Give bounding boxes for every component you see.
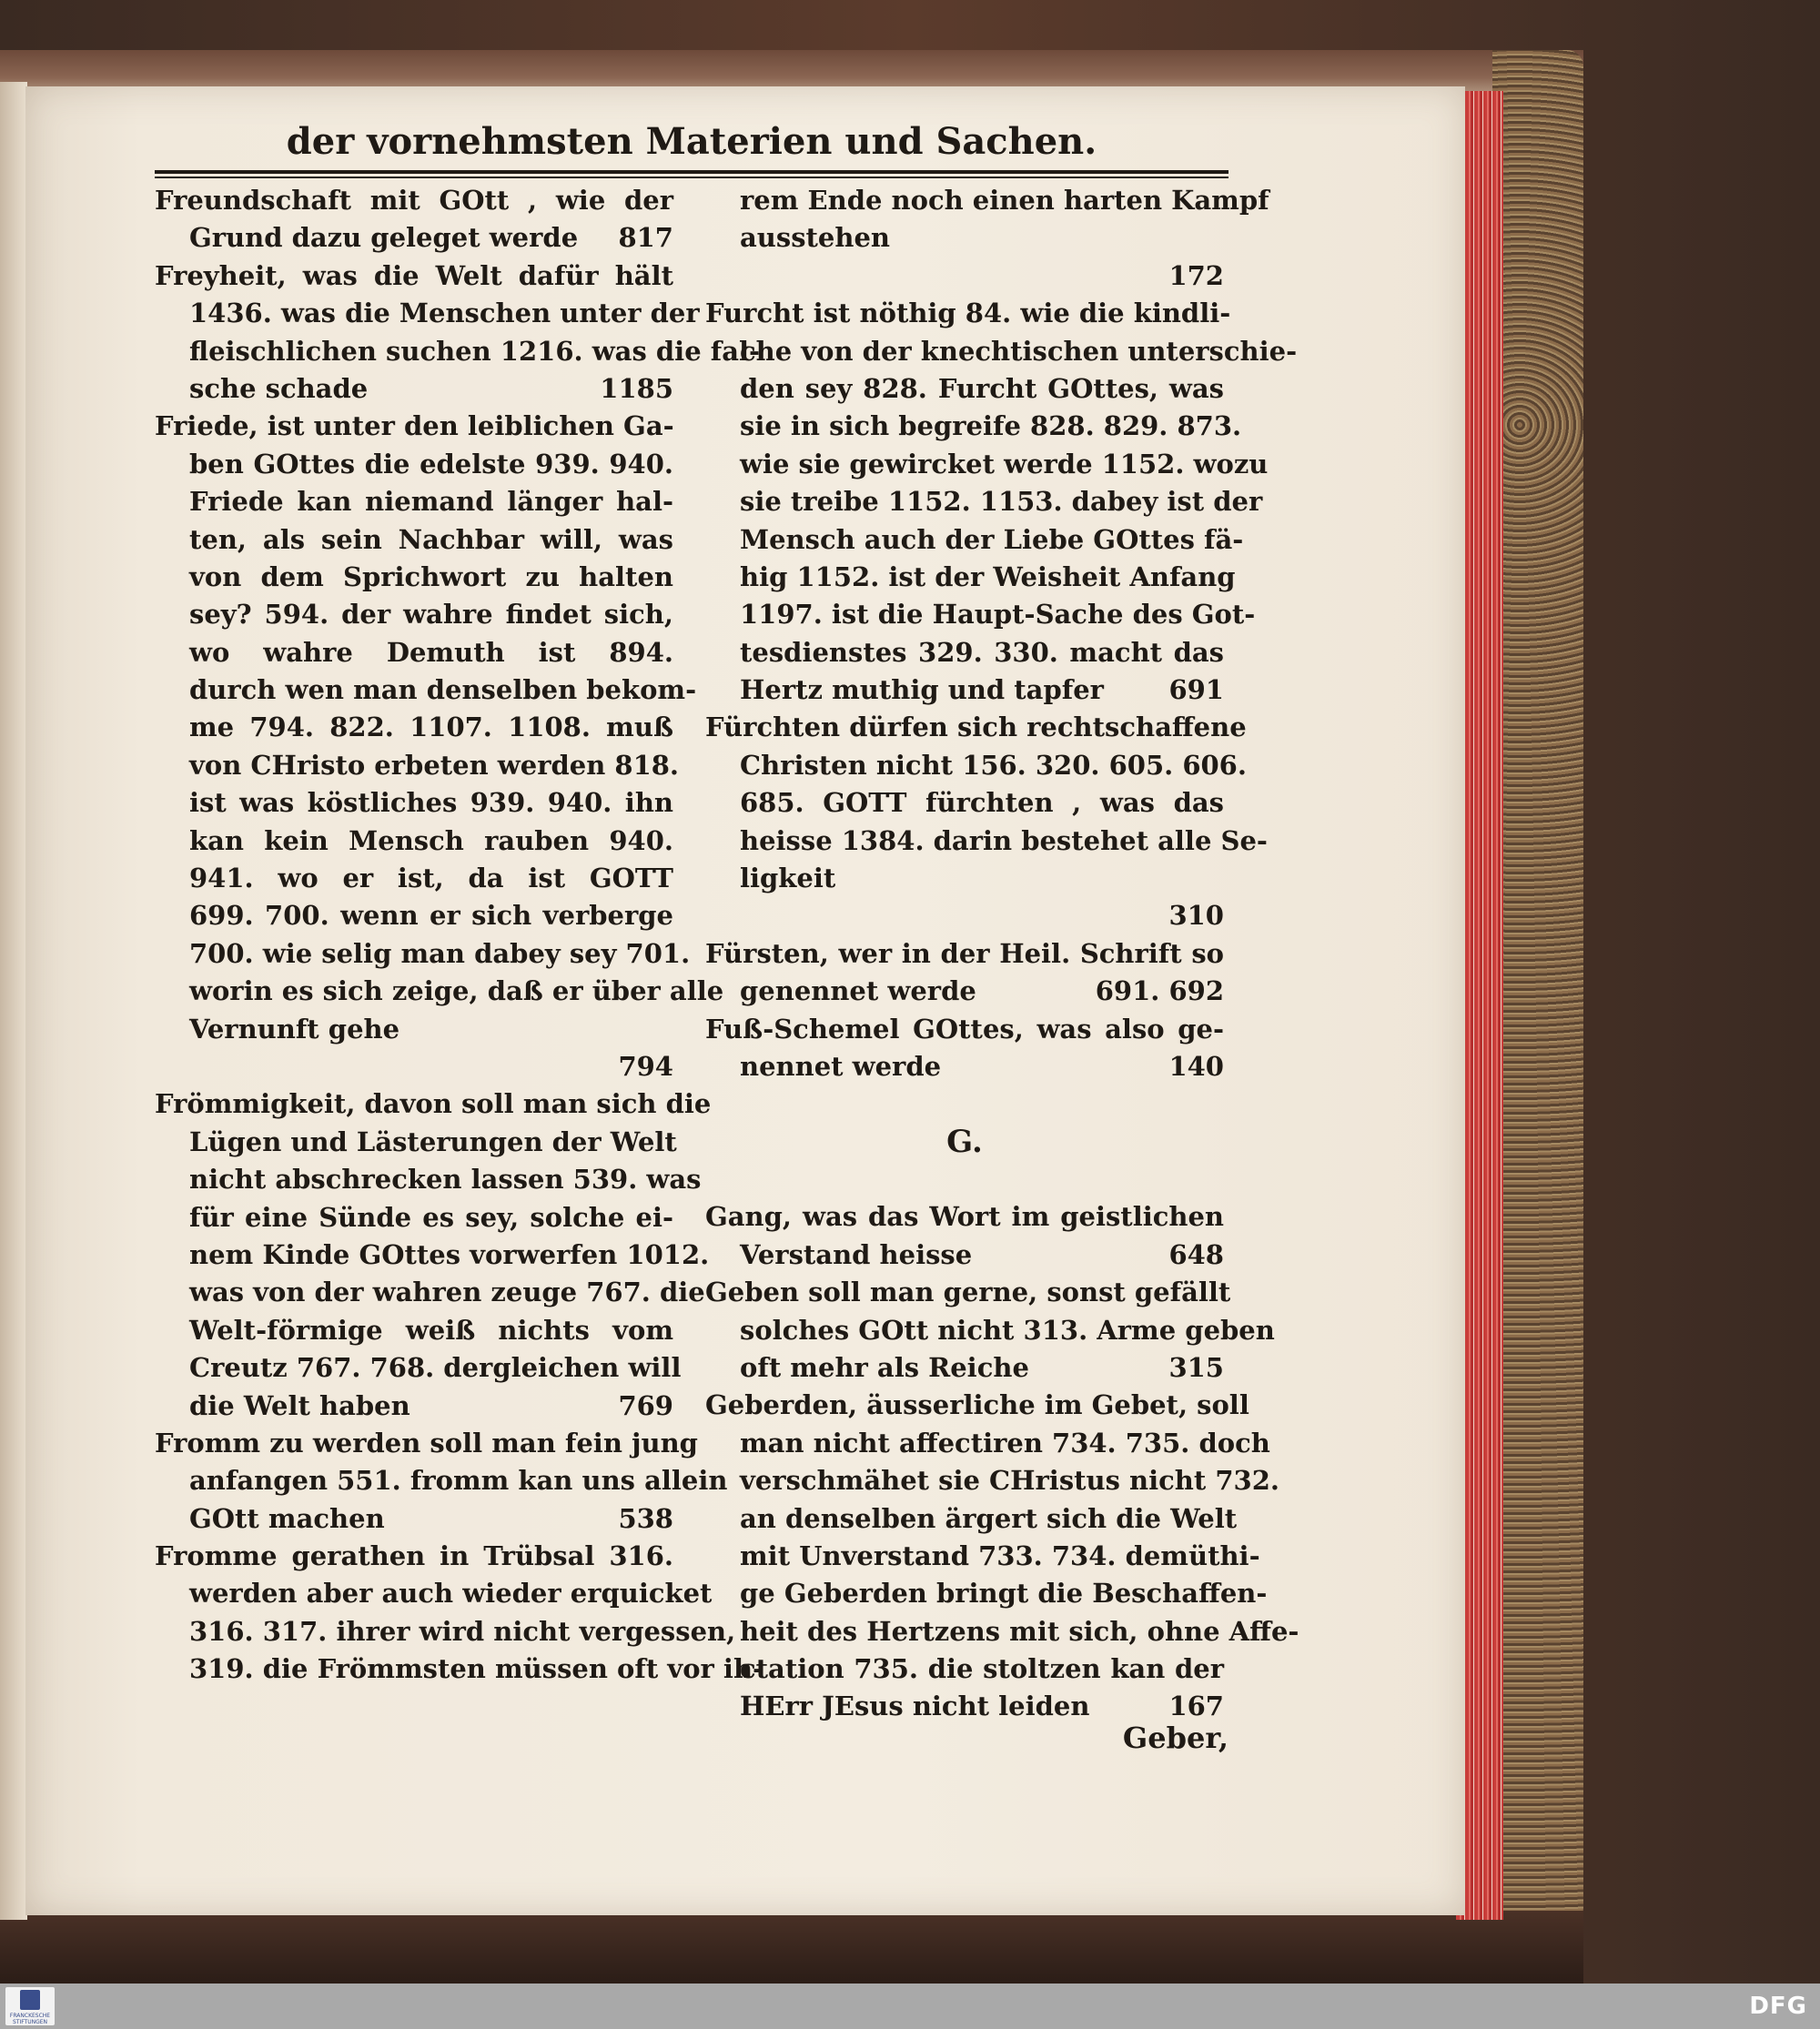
book-cover-bottom: [0, 1911, 1583, 1984]
index-entry-headword-line: [155, 1085, 712, 1123]
index-text: Fromm zu werden soll man fein jung: [155, 1427, 698, 1459]
index-entry-headword-line: [155, 408, 673, 445]
index-text: Geberden, äusserliche im Gebet, soll: [705, 1389, 1249, 1421]
catchword: Geber,: [1122, 1721, 1228, 1755]
index-entry-headword-line: [705, 1274, 1231, 1311]
index-text: heisse 1384. darin bestehet alle Se-: [740, 824, 1268, 856]
index-text: GOtt machen: [189, 1502, 385, 1534]
logo-mark-icon: [20, 1990, 40, 2010]
index-text: Freundschaft mit GOtt , wie der: [155, 185, 673, 216]
index-entry-continuation-line: [705, 1349, 1224, 1387]
index-entry-headword-line: [155, 257, 673, 295]
index-entry-continuation-line: [705, 1613, 1299, 1650]
index-text: Fürsten, wer in der Heil. Schrift so: [705, 937, 1224, 969]
index-text: Fromme gerathen in Trübsal 316.: [155, 1540, 673, 1572]
section-letter: [705, 1085, 1224, 1198]
page-header: der vornehmsten Materien und Sachen.: [286, 120, 1097, 163]
index-entry-headword-line: [155, 1538, 673, 1575]
index-text: den sey 828. Furcht GOttes, was: [740, 372, 1224, 404]
page-reference: 817: [618, 222, 673, 254]
index-text: Mensch auch der Liebe GOttes fä-: [740, 523, 1244, 555]
index-entry-continuation-line: [705, 1500, 1238, 1538]
index-entry-continuation-line: [155, 1199, 673, 1237]
index-text: 700. wie selig man dabey sey 701.: [189, 937, 691, 969]
page-reference: 648: [1168, 1238, 1224, 1270]
page-reference: 769: [618, 1389, 673, 1421]
index-text: anfangen 551. fromm kan uns allein: [189, 1465, 728, 1497]
index-text: Friede kan niemand länger hal-: [189, 486, 673, 518]
page-reference-line: [705, 897, 1224, 934]
index-text: Fuß-Schemel GOttes, was also ge-: [705, 1013, 1224, 1045]
index-text: Welt-förmige weiß nichts vom: [189, 1314, 673, 1346]
index-text: für eine Sünde es sey, solche ei-: [189, 1201, 673, 1233]
index-text: tesdienstes 329. 330. macht das: [740, 636, 1224, 668]
index-text: ben GOttes die edelste 939. 940.: [189, 448, 673, 479]
page-reference: 691: [1168, 674, 1224, 706]
index-entry-continuation-line: [705, 408, 1242, 445]
index-entry-continuation-line: [155, 446, 673, 483]
index-entry-continuation-line: [155, 1349, 682, 1387]
index-entry-continuation-line: [705, 973, 1224, 1010]
index-entry-continuation-line: [155, 596, 673, 633]
index-entry-continuation-line: [155, 860, 673, 897]
index-text: sey? 594. der wahre findet sich,: [189, 599, 673, 631]
index-entry-continuation-line: [155, 219, 673, 257]
index-entry-continuation-line: [705, 1237, 1224, 1274]
index-text: 319. die Frömmsten müssen oft vor ih-: [189, 1653, 764, 1685]
page-reference: 310: [1168, 900, 1224, 932]
index-entry-continuation-line: [155, 1613, 736, 1650]
index-text: me 794. 822. 1107. 1108. muß: [189, 712, 673, 743]
left-index-column: [155, 182, 764, 1729]
index-entry-continuation-line: [155, 559, 673, 596]
index-entry-continuation-line: [705, 483, 1263, 520]
page-reference: 538: [618, 1502, 673, 1534]
index-text: Hertz muthig und tapfer: [740, 674, 1104, 706]
index-entry-continuation-line: [155, 1500, 673, 1538]
index-entry-continuation-line: [705, 596, 1256, 633]
index-text: Fürchten dürfen sich rechtschaffene: [705, 712, 1247, 743]
index-text: 941. wo er ist, da ist GOTT: [189, 863, 673, 894]
index-text: heit des Hertzens mit sich, ohne Affe-: [740, 1615, 1299, 1647]
index-text: che von der knechtischen unterschie-: [740, 335, 1298, 367]
dfg-logo[interactable]: DFG: [1749, 1993, 1807, 2020]
index-entry-continuation-line: [705, 1312, 1275, 1349]
index-text: was von der wahren zeuge 767. die: [189, 1277, 705, 1308]
index-entry-continuation-line: [155, 1237, 710, 1274]
index-text: ten, als sein Nachbar will, was: [189, 523, 673, 555]
page-reference: 794: [618, 1050, 673, 1082]
index-text: 685. GOTT fürchten , was das: [740, 787, 1224, 819]
index-entry-continuation-line: [155, 295, 700, 332]
index-text: Verstand heisse: [740, 1238, 973, 1270]
index-text: an denselben ärgert sich die Welt: [740, 1502, 1238, 1534]
index-text: Frömmigkeit, davon soll man sich die: [155, 1088, 712, 1120]
index-entry-continuation-line: [705, 1650, 1224, 1688]
index-entry-headword-line: [705, 295, 1231, 332]
index-entry-continuation-line: [705, 634, 1224, 671]
index-text: ausstehen: [740, 222, 890, 254]
index-entry-headword-line: [155, 182, 673, 219]
index-entry-continuation-line: [705, 860, 1224, 897]
index-text: ge Geberden bringt die Beschaffen-: [740, 1578, 1268, 1610]
page-reference-line: [705, 257, 1224, 295]
index-entry-continuation-line: [155, 1124, 677, 1161]
book-board-right: [1492, 50, 1583, 1924]
index-entry-headword-line: [705, 709, 1247, 746]
index-entry-continuation-line: [155, 370, 673, 408]
index-text: mit Unverstand 733. 734. demüthi-: [740, 1539, 1260, 1571]
index-text: nem Kinde GOttes vorwerfen 1012.: [189, 1238, 710, 1270]
index-entry-continuation-line: [155, 1388, 673, 1425]
index-text: nennet werde: [740, 1050, 942, 1082]
right-index-column: [705, 182, 1299, 1729]
index-text: fleischlichen suchen 1216. was die fal-: [189, 335, 761, 367]
index-text: ligkeit: [740, 863, 836, 894]
index-entry-headword-line: [705, 1011, 1224, 1048]
index-entry-continuation-line: [155, 823, 673, 860]
index-text: verschmähet sie CHristus nicht 732.: [740, 1465, 1280, 1497]
index-entry-continuation-line: [155, 897, 673, 934]
index-entry-continuation-line: [155, 1312, 673, 1349]
index-entry-continuation-line: [705, 446, 1269, 483]
index-text: Grund dazu geleget werde: [189, 222, 579, 254]
index-entry-continuation-line: [705, 333, 1298, 370]
index-entry-continuation-line: [155, 1161, 702, 1198]
index-entry-continuation-line: [155, 747, 680, 784]
index-entry-continuation-line: [155, 973, 724, 1010]
logo-caption: FRANCKESCHE STIFTUNGEN: [9, 2013, 51, 2025]
index-text: solches GOtt nicht 313. Arme geben: [740, 1314, 1275, 1346]
index-text: durch wen man denselben bekom-: [189, 674, 697, 706]
index-text: oft mehr als Reiche: [740, 1351, 1029, 1383]
index-entry-continuation-line: [705, 747, 1247, 784]
index-text: hig 1152. ist der Weisheit Anfang: [740, 560, 1236, 592]
section-letter-text: G.: [946, 1124, 983, 1161]
page-reference: 172: [1168, 259, 1224, 291]
index-text: Friede, ist unter den leiblichen Ga-: [155, 410, 674, 442]
index-entry-continuation-line: [705, 1048, 1224, 1085]
index-entry-headword-line: [705, 1198, 1224, 1236]
index-entry-continuation-line: [155, 784, 673, 822]
index-entry-continuation-line: [155, 483, 673, 520]
index-entry-continuation-line: [155, 935, 691, 973]
index-entry-continuation-line: [705, 1538, 1260, 1575]
index-text: Vernunft gehe: [189, 1013, 400, 1045]
index-text: nicht abschrecken lassen 539. was: [189, 1164, 702, 1196]
index-entry-continuation-line: [155, 709, 673, 746]
index-entry-continuation-line: [705, 671, 1224, 709]
index-entry-continuation-line: [155, 521, 673, 559]
index-entry-continuation-line: [155, 671, 697, 709]
index-entry-continuation-line: [705, 1575, 1268, 1612]
index-entry-continuation-line: [705, 784, 1224, 822]
index-text: werden aber auch wieder erquicket: [189, 1578, 713, 1610]
preceding-page-edge: [0, 82, 27, 1920]
index-entry-continuation-line: [705, 219, 1224, 257]
index-entry-headword-line: [705, 1387, 1249, 1424]
index-entry-continuation-line: [155, 1650, 764, 1688]
page-reference: 315: [1168, 1351, 1224, 1383]
index-text: von dem Sprichwort zu halten: [189, 560, 673, 592]
page-reference: 1185: [600, 372, 673, 404]
index-text: sche schade: [189, 372, 369, 404]
index-text: Christen nicht 156. 320. 605. 606.: [740, 749, 1247, 781]
index-text: sie treibe 1152. 1153. dabey ist der: [740, 486, 1263, 518]
index-text: von CHristo erbeten werden 818.: [189, 749, 680, 781]
index-text: 316. 317. ihrer wird nicht vergessen,: [189, 1615, 736, 1647]
viewer-footer-bar: [0, 1984, 1820, 2029]
page-reference-line: [155, 1048, 673, 1085]
index-text: man nicht affectiren 734. 735. doch: [740, 1427, 1270, 1459]
index-text: genennet werde: [740, 975, 976, 1007]
index-text: HErr JEsus nicht leiden: [740, 1691, 1090, 1722]
index-text: 1197. ist die Haupt-Sache des Got-: [740, 599, 1256, 631]
index-entry-continuation-line: [705, 823, 1268, 860]
index-entry-headword-line: [705, 935, 1224, 973]
index-text: Gang, was das Wort im geistlichen: [705, 1201, 1224, 1233]
page-reference: 167: [1168, 1691, 1224, 1722]
index-text: Creutz 767. 768. dergleichen will: [189, 1352, 682, 1384]
index-entry-continuation-line: [705, 182, 1269, 219]
index-entry-continuation-line: [705, 521, 1244, 559]
index-text: Furcht ist nöthig 84. wie die kindli-: [705, 298, 1231, 329]
page-reference: 691. 692: [1095, 975, 1224, 1007]
index-entry-continuation-line: [155, 333, 761, 370]
index-text: 1436. was die Menschen unter der: [189, 298, 700, 329]
index-text: Freyheit, was die Welt dafür hält: [155, 259, 673, 291]
index-entry-continuation-line: [155, 1274, 705, 1311]
franckesche-stiftungen-logo[interactable]: [5, 1987, 55, 2025]
index-text: wo wahre Demuth ist 894.: [189, 636, 673, 668]
index-text: die Welt haben: [189, 1389, 410, 1421]
index-entry-continuation-line: [155, 1575, 713, 1612]
header-rule: [155, 170, 1228, 178]
index-text: sie in sich begreife 828. 829. 873.: [740, 410, 1242, 442]
index-entry-continuation-line: [155, 1462, 728, 1499]
index-text: kan kein Mensch rauben 940.: [189, 824, 673, 856]
index-text: Geben soll man gerne, sonst gefällt: [705, 1277, 1231, 1308]
index-entry-continuation-line: [155, 634, 673, 671]
index-entry-headword-line: [155, 1425, 698, 1462]
index-text: ist was köstliches 939. 940. ihn: [189, 787, 673, 819]
index-entry-continuation-line: [705, 1462, 1280, 1499]
index-text: worin es sich zeige, daß er über alle: [189, 975, 724, 1007]
index-text: 699. 700. wenn er sich verberge: [189, 900, 673, 932]
index-entry-continuation-line: [705, 1425, 1270, 1462]
index-text: rem Ende noch einen harten Kampf: [740, 185, 1269, 216]
index-text: Lügen und Lästerungen der Welt: [189, 1126, 677, 1157]
index-entry-continuation-line: [705, 559, 1236, 596]
index-entry-continuation-line: [155, 1011, 673, 1048]
index-entry-continuation-line: [705, 370, 1224, 408]
index-text: wie sie gewircket werde 1152. wozu: [740, 448, 1269, 479]
page-reference: 140: [1168, 1050, 1224, 1082]
index-text: ctation 735. die stoltzen kan der: [740, 1653, 1224, 1685]
